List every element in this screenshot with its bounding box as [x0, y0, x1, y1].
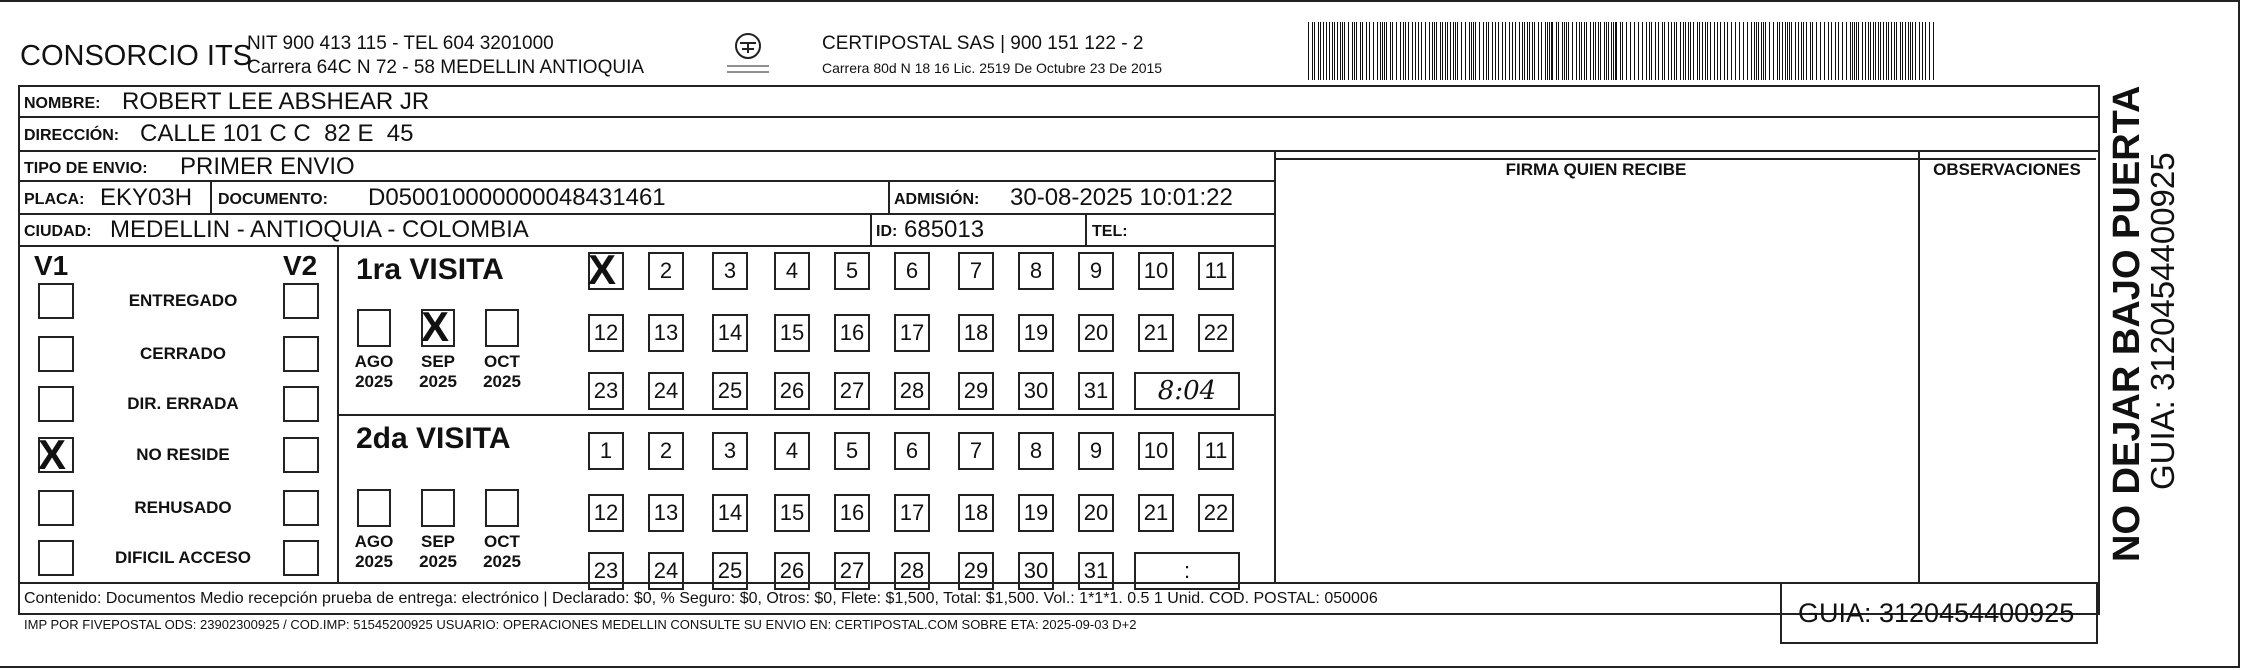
row-line [18, 116, 2098, 118]
day-checkbox[interactable]: 5 [834, 252, 870, 290]
day-checkbox[interactable]: 30 [1018, 372, 1054, 410]
day-checkbox[interactable]: 9 [1078, 252, 1114, 290]
col-line [1085, 213, 1087, 245]
status-v2-checkbox[interactable] [283, 437, 319, 473]
status-v2-checkbox[interactable] [283, 336, 319, 372]
day-checkbox[interactable]: 20 [1078, 494, 1114, 532]
day-checkbox[interactable]: 17 [894, 314, 930, 352]
day-checkbox[interactable]: 7 [958, 252, 994, 290]
check-mark-icon: X [38, 431, 67, 478]
day-checkbox[interactable]: 24 [648, 372, 684, 410]
tel-label: TEL: [1092, 223, 1128, 240]
day-checkbox[interactable]: 18 [958, 494, 994, 532]
day-checkbox[interactable]: 1 [588, 432, 624, 470]
visit1-title: 1ra VISITA [356, 253, 504, 286]
row-line [18, 582, 2098, 584]
signature-header: FIRMA QUIEN RECIBE [1505, 160, 1687, 179]
day-checkbox[interactable]: 29 [958, 552, 994, 590]
id-value: 685013 [904, 216, 985, 243]
status-label: NO RESIDE [136, 445, 230, 464]
visit2-title: 2da VISITA [356, 422, 511, 455]
month-checkbox[interactable] [357, 309, 391, 347]
day-checkbox[interactable]: 23 [588, 372, 624, 410]
day-checkbox[interactable]: 9 [1078, 432, 1114, 470]
status-v2-checkbox[interactable] [283, 386, 319, 422]
month-label: AGO [354, 532, 394, 551]
row-line [18, 150, 2098, 152]
status-v2-checkbox[interactable] [283, 283, 319, 319]
month-label: OCT [484, 352, 520, 371]
year-label: 2025 [419, 552, 457, 571]
col-line [870, 213, 872, 245]
observations-header: OBSERVACIONES [1933, 160, 2081, 179]
carrier-info [822, 32, 1162, 80]
day-checkbox[interactable]: 29 [958, 372, 994, 410]
side-guia: GUIA: 3120454400925 [2144, 152, 2181, 490]
year-label: 2025 [355, 552, 393, 571]
status-label: CERRADO [140, 344, 226, 363]
day-checkbox[interactable]: 17 [894, 494, 930, 532]
time-box[interactable]: 8:04 [1134, 372, 1240, 410]
row-line [18, 245, 1274, 247]
status-label: DIR. ERRADA [127, 394, 239, 413]
day-checkbox[interactable]: 10 [1138, 252, 1174, 290]
day-checkbox[interactable]: 12 [588, 494, 624, 532]
day-checkbox[interactable]: 18 [958, 314, 994, 352]
day-checkbox[interactable]: 19 [1018, 494, 1054, 532]
day-checkbox[interactable]: 2 [648, 432, 684, 470]
year-label: 2025 [355, 372, 393, 391]
status-v1-checkbox[interactable] [38, 490, 74, 526]
day-checkbox[interactable]: 6 [894, 432, 930, 470]
status-v1-checkbox[interactable] [38, 386, 74, 422]
status-v2-checkbox[interactable] [283, 490, 319, 526]
time-box[interactable]: : [1134, 552, 1240, 590]
year-label: 2025 [419, 372, 457, 391]
day-checkbox[interactable]: 14 [712, 494, 748, 532]
day-checkbox[interactable]: 16 [834, 314, 870, 352]
footer-contents: Contenido: Documentos Medio recepción prueba de entrega: electrónico | Declarado: $0, % Seguro: $0, Otros: $0, Flete: $1,500, Total: $1,500. Vol.: 1*1*1. 0.5 1 Unid. COD. POSTAL: 050006 [24, 590, 1378, 607]
day-checkbox[interactable]: 28 [894, 372, 930, 410]
check-mark-icon: X [588, 246, 617, 293]
day-checkbox[interactable]: 22 [1198, 314, 1234, 352]
id-label: ID: [876, 223, 898, 240]
status-label: REHUSADO [134, 498, 232, 517]
recipient-name: ROBERT LEE ABSHEAR JR [122, 88, 430, 115]
day-checkbox[interactable]: 21 [1138, 314, 1174, 352]
day-checkbox[interactable]: 26 [774, 372, 810, 410]
day-checkbox[interactable]: 21 [1138, 494, 1174, 532]
day-checkbox[interactable]: 10 [1138, 432, 1174, 470]
day-checkbox[interactable]: 23 [588, 552, 624, 590]
day-checkbox[interactable]: 31 [1078, 552, 1114, 590]
day-checkbox[interactable]: 15 [774, 314, 810, 352]
admission-label: ADMISIÓN: [894, 191, 980, 208]
document-value: D050010000000048431461 [368, 184, 666, 211]
day-checkbox[interactable]: 11 [1198, 432, 1234, 470]
document-label: DOCUMENTO: [218, 191, 328, 208]
month-label: SEP [420, 352, 456, 371]
company-info [247, 32, 644, 80]
day-checkbox[interactable]: 26 [774, 552, 810, 590]
day-checkbox[interactable]: 3 [712, 252, 748, 290]
day-checkbox[interactable]: 4 [774, 252, 810, 290]
city-label: CIUDAD: [24, 223, 92, 240]
day-checkbox[interactable]: 24 [648, 552, 684, 590]
barcode [1308, 22, 1940, 80]
day-checkbox[interactable]: 25 [712, 372, 748, 410]
name-label: NOMBRE: [24, 95, 101, 112]
day-checkbox[interactable]: 20 [1078, 314, 1114, 352]
day-checkbox[interactable]: 28 [894, 552, 930, 590]
day-checkbox[interactable]: 27 [834, 372, 870, 410]
shipment-type: PRIMER ENVIO [180, 153, 355, 180]
footer-print-info: IMP POR FIVEPOSTAL ODS: 23902300925 / COD.IMP: 51545200925 USUARIO: OPERACIONES MEDELLIN CONSULTE SU ENVIO EN: CERTIPOSTAL.COM SOBRE ETA: 2025-09-03 D+2 [24, 617, 1137, 632]
status-v1-checkbox[interactable] [38, 283, 74, 319]
day-checkbox[interactable]: 19 [1018, 314, 1054, 352]
carrier-name: CERTIPOSTAL SAS | 900 151 122 - 2 [822, 33, 1144, 54]
day-checkbox[interactable]: 12 [588, 314, 624, 352]
recipient-address: CALLE 101 C C 82 E 45 [140, 120, 414, 147]
day-checkbox[interactable]: 11 [1198, 252, 1234, 290]
col-line [1780, 582, 1782, 642]
status-label: DIFICIL ACCESO [114, 548, 251, 567]
side-warning: NO DEJAR BAJO PUERTA [2106, 85, 2148, 562]
plate-value: EKY03H [100, 184, 193, 211]
day-checkbox[interactable]: 14 [712, 314, 748, 352]
day-checkbox[interactable]: 7 [958, 432, 994, 470]
day-checkbox[interactable]: 31 [1078, 372, 1114, 410]
day-checkbox[interactable]: 3 [712, 432, 748, 470]
month-checkbox[interactable] [485, 489, 519, 527]
v1-header: V1 [34, 250, 69, 281]
certipostal-logo [725, 30, 771, 82]
company-name: CONSORCIO ITS [20, 40, 253, 72]
month-checkbox[interactable] [421, 489, 455, 527]
carrier-address: Carrera 80d N 18 16 Lic. 2519 De Octubre 23 De 2015 [822, 60, 1163, 76]
v2-header: V2 [283, 250, 318, 281]
day-checkbox[interactable]: 15 [774, 494, 810, 532]
col-line [1274, 150, 1276, 582]
plate-label: PLACA: [24, 191, 85, 208]
check-mark-icon: X [421, 303, 450, 350]
day-checkbox[interactable]: 25 [712, 552, 748, 590]
year-label: 2025 [483, 372, 521, 391]
day-checkbox[interactable]: 2 [648, 252, 684, 290]
address-label: DIRECCIÓN: [24, 127, 120, 144]
day-checkbox[interactable]: 30 [1018, 552, 1054, 590]
col-line [1918, 150, 1920, 582]
year-label: 2025 [483, 552, 521, 571]
admission-value: 30-08-2025 10:01:22 [1010, 184, 1233, 211]
col-line [2096, 582, 2098, 642]
row-line [1780, 642, 2098, 644]
col-line [210, 180, 212, 213]
day-checkbox[interactable]: 13 [648, 494, 684, 532]
month-checkbox[interactable] [357, 489, 391, 527]
status-v1-checkbox[interactable] [38, 540, 74, 576]
day-checkbox[interactable]: 5 [834, 432, 870, 470]
day-checkbox[interactable]: 22 [1198, 494, 1234, 532]
day-checkbox[interactable]: 8 [1018, 252, 1054, 290]
status-label: ENTREGADO [128, 291, 238, 310]
company-address: Carrera 64C N 72 - 58 MEDELLIN ANTIOQUIA [247, 57, 645, 78]
day-checkbox[interactable]: 16 [834, 494, 870, 532]
day-checkbox[interactable]: 4 [774, 432, 810, 470]
col-line [888, 180, 890, 213]
month-label: AGO [354, 352, 394, 371]
status-v2-checkbox[interactable] [283, 540, 319, 576]
day-checkbox[interactable]: 13 [648, 314, 684, 352]
row-line [337, 414, 1274, 416]
shipment-type-label: TIPO DE ENVIO: [24, 160, 148, 177]
company-nit: NIT 900 413 115 - TEL 604 3201000 [247, 33, 554, 54]
day-checkbox[interactable]: 6 [894, 252, 930, 290]
month-label: SEP [420, 532, 456, 551]
day-checkbox[interactable]: 27 [834, 552, 870, 590]
month-checkbox[interactable] [485, 309, 519, 347]
day-checkbox[interactable]: 8 [1018, 432, 1054, 470]
status-v1-checkbox[interactable] [38, 336, 74, 372]
footer-guia: GUIA: 3120454400925 [1798, 598, 2075, 628]
month-label: OCT [484, 532, 520, 551]
city-value: MEDELLIN - ANTIOQUIA - COLOMBIA [110, 216, 529, 243]
